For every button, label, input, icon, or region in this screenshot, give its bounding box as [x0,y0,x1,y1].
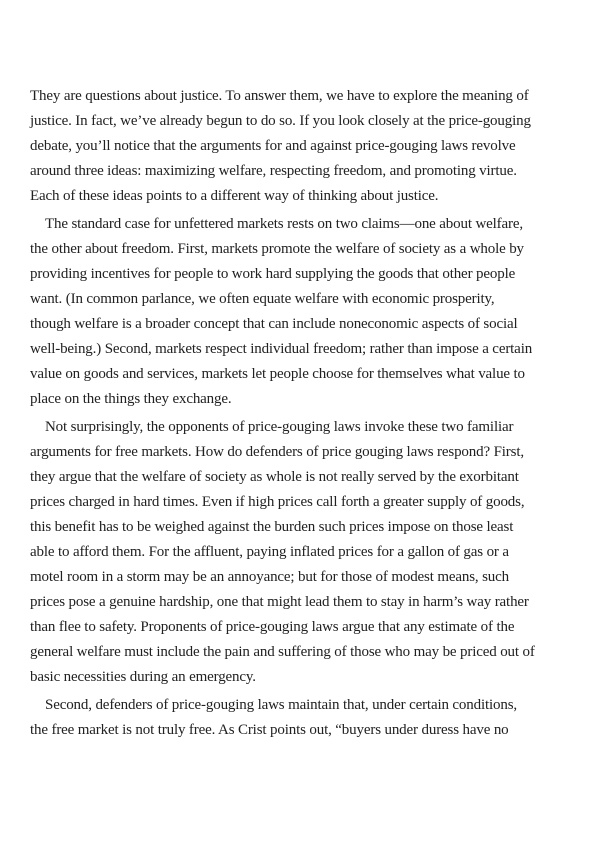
paragraph [30,212,578,412]
text-line: than flee to safety. Proponents of price-gouging laws argue that any estimate of the [30,619,515,635]
text-line: basic necessities during an emergency. [30,669,256,685]
text-line: able to afford them. For the affluent, paying inflated prices for a gallon of gas or a [30,544,509,560]
text-line: motel room in a storm may be an annoyance; but for those of modest means, such [30,569,510,585]
text-line: value on goods and services, markets let people choose for themselves what value to [30,366,525,382]
text-line: this benefit has to be weighed against the burden such prices impose on those least [30,519,514,535]
paragraph [30,84,578,209]
text-line: They are questions about justice. To answer them, we have to explore the meaning of [30,88,529,104]
text-line: prices charged in hard times. Even if high prices call forth a greater supply of goods, [30,494,525,510]
text-line: though welfare is a broader concept that can include noneconomic aspects of social [30,316,518,332]
text-line: want. (In common parlance, we often equate welfare with economic prosperity, [30,291,495,307]
text-line: providing incentives for people to work hard supplying the goods that other people [30,266,516,282]
paragraph [30,693,578,743]
text-line: the other about freedom. First, markets promote the welfare of society as a whole by [30,241,524,257]
text-line: prices pose a genuine hardship, one that might lead them to stay in harm’s way rather [30,594,529,610]
text-line: the free market is not truly free. As Crist points out, “buyers under duress have no [30,722,509,738]
text-line: well-being.) Second, markets respect individual freedom; rather than impose a certain [30,341,533,357]
text-line: place on the things they exchange. [30,391,232,407]
text-line: they argue that the welfare of society as whole is not really served by the exorbitant [30,469,519,485]
page-text [30,84,578,743]
text-line: The standard case for unfettered markets rests on two claims—one about welfare, [45,216,523,232]
text-line: Each of these ideas points to a different way of thinking about justice. [30,188,439,204]
text-line: general welfare must include the pain and suffering of those who may be priced out of [30,644,535,660]
text-line: around three ideas: maximizing welfare, respecting freedom, and promoting virtue. [30,163,517,179]
text-line: justice. In fact, we’ve already begun to do so. If you look closely at the price-gouging [30,113,531,129]
paragraph [30,415,578,690]
text-line: Second, defenders of price-gouging laws maintain that, under certain conditions, [45,697,518,713]
text-line: Not surprisingly, the opponents of price-gouging laws invoke these two familiar [45,419,514,435]
text-line: arguments for free markets. How do defenders of price gouging laws respond? First, [30,444,524,460]
text-line: debate, you’ll notice that the arguments for and against price-gouging laws revolve [30,138,516,154]
